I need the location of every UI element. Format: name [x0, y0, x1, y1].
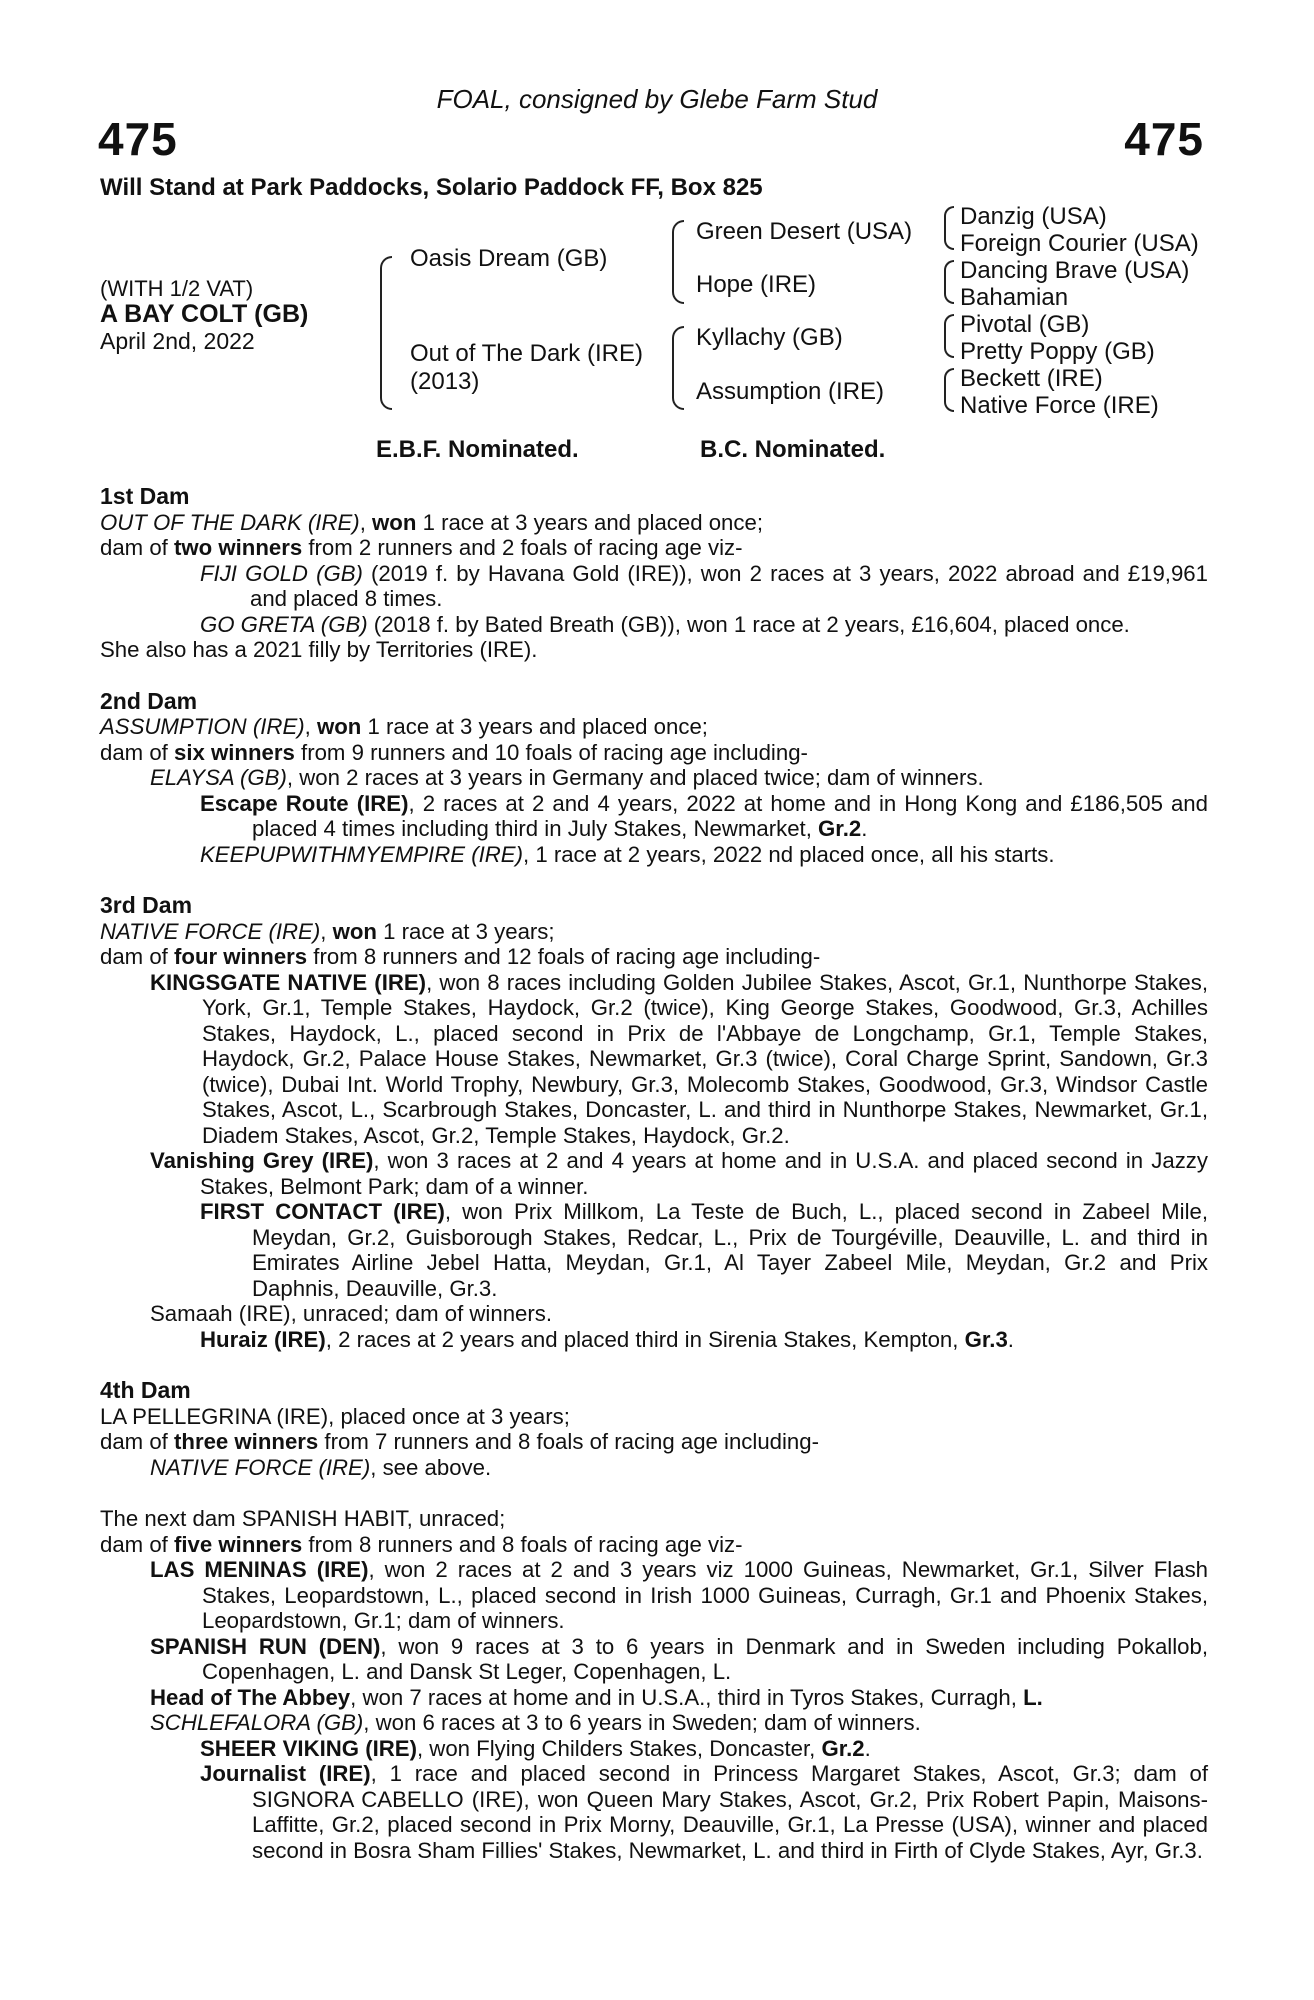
winners-count: two winners — [174, 535, 303, 560]
pedigree-brace-3d — [944, 368, 954, 412]
dam-of-label: dam of — [100, 1429, 174, 1454]
runners-text: from 2 runners and 2 foals of racing age viz- — [302, 535, 743, 560]
produce-text: , won 7 races at home and in U.S.A., third in Tyros Stakes, Curragh, — [350, 1684, 1024, 1710]
produce-entry — [100, 970, 1208, 1149]
dam-of-label: dam of — [100, 739, 174, 765]
produce-entry — [100, 561, 1208, 612]
pedigree-dam-sire: Kyllachy (GB) — [696, 324, 843, 351]
produce-entry — [100, 1199, 1208, 1301]
horse-name: A BAY COLT (GB) — [100, 300, 309, 328]
punctuation: . — [861, 816, 868, 841]
runners-text: from 8 runners and 8 foals of racing age viz- — [302, 1531, 743, 1557]
second-dam-heading: 2nd Dam — [100, 687, 198, 714]
third-dam-heading: 3rd Dam — [100, 892, 193, 918]
produce-name: LAS MENINAS (IRE) — [150, 1557, 369, 1582]
fourth-dam-produce — [100, 1429, 1208, 1455]
pedigree-brace-3b — [944, 260, 954, 304]
produce-entry — [100, 1327, 1208, 1353]
dam-of-label: dam of — [100, 944, 174, 969]
dam-of-label: dam of — [100, 535, 174, 560]
pedigree-gen3-1: Danzig (USA) — [960, 203, 1107, 230]
produce-text: (2018 f. by Bated Breath (GB)), won 1 race at 2 years, £16,604, placed once. — [367, 611, 1130, 637]
also-has-note: She also has a 2021 filly by Territories (IRE). — [100, 637, 538, 662]
pedigree-sire-sire: Green Desert (USA) — [696, 218, 913, 245]
second-dam-produce — [100, 740, 1208, 766]
pedigree-brace-3c — [944, 314, 954, 358]
next-dam-record: The next dam SPANISH HABIT, unraced; — [100, 1506, 506, 1531]
pedigree-sire-dam: Hope (IRE) — [696, 271, 817, 298]
produce-entry — [100, 791, 1208, 842]
pedigree-gen3-3: Dancing Brave (USA) — [960, 257, 1190, 284]
runners-text: from 8 runners and 12 foals of racing age including- — [307, 944, 821, 969]
pedigree-brace-1 — [380, 256, 392, 410]
stand-location: Will Stand at Park Paddocks, Solario Paddock FF, Box 825 — [100, 174, 763, 201]
third-dam-produce — [100, 944, 1208, 970]
produce-entry — [100, 1685, 1208, 1711]
produce-entry — [100, 1761, 1208, 1863]
produce-entry — [100, 842, 1208, 868]
produce-entry — [100, 1148, 1208, 1199]
grade-label: Gr.2 — [821, 1735, 865, 1761]
consignment-line: FOAL, consigned by Glebe Farm Stud — [436, 84, 878, 114]
produce-name: ELAYSA (GB) — [150, 765, 287, 790]
winners-count: six winners — [174, 739, 295, 765]
won-label: won — [316, 714, 362, 739]
runners-text: from 7 runners and 8 foals of racing age including- — [318, 1429, 820, 1454]
fourth-dam-record: LA PELLEGRINA (IRE), placed once at 3 years; — [100, 1403, 570, 1429]
first-dam-record-text: 1 race at 3 years and placed once; — [416, 509, 763, 535]
first-dam-name: OUT OF THE DARK (IRE) — [100, 509, 360, 535]
winners-count: five winners — [174, 1531, 303, 1557]
grade-label: Gr.3 — [964, 1326, 1008, 1352]
third-dam-name: NATIVE FORCE (IRE) — [100, 918, 321, 944]
produce-name: FIJI GOLD (GB) — [200, 560, 363, 586]
pedigree-brace-sire — [672, 220, 684, 304]
produce-entry — [100, 765, 1208, 791]
produce-text: , 1 race and placed second in Princess Margaret Stakes, Ascot, Gr.3; dam of SIGNORA CABELLO (IRE), won Queen Mary Stakes, Ascot, Gr.2, Prix Robert Papin, Maisons-Laffitte, Gr.2, placed second in Prix Morny, Deauville, Gr.1, La Presse (USA), winner and placed second in Bosra Sham Fillies' Stakes, Newmarket, L. and third in Firth of Clyde Stakes, Ayr, Gr.3. — [252, 1761, 1208, 1863]
produce-name: Vanishing Grey (IRE) — [150, 1148, 374, 1173]
third-dam-record-text: 1 race at 3 years; — [376, 918, 555, 944]
grade-label: Gr.2 — [818, 816, 862, 841]
produce-entry — [100, 612, 1208, 638]
punctuation: . — [1007, 1326, 1014, 1352]
produce-text: , won 8 races including Golden Jubilee Stakes, Ascot, Gr.1, Nunthorpe Stakes, York, Gr.1, Temple Stakes, Haydock, Gr.2 (twice), King George Stakes, Goodwood, Gr.3, Achilles Stakes, Haydock, L., placed second in Prix de l'Abbaye de Longchamp, Gr.1, Temple Stakes, Haydock, Gr.2, Palace House Stakes, Newmarket, Gr.3 (twice), Coral Charge Sprint, Sandown, Gr.3 (twice), Dubai Int. World Trophy, Newbury, Gr.3, Molecomb Stakes, Goodwood, Gr.3, Windsor Castle Stakes, Ascot, L., Scarbrough Stakes, Doncaster, L. and third in Nunthorpe Stakes, Newmarket, Gr.1, Diadem Stakes, Ascot, Gr.2, Temple Stakes, Haydock, Gr.2. — [202, 969, 1208, 1148]
produce-text: , 2 races at 2 and 4 years, 2022 at home and in Hong Kong and £186,505 and placed 4 times including third in July Stakes, Newmarket, — [252, 790, 1208, 841]
first-dam-record: OUT OF THE DARK (IRE), won 1 race at 3 years and placed once; — [100, 509, 763, 535]
produce-entry — [100, 1736, 1208, 1762]
produce-text: , won 3 races at 2 and 4 years at home and in U.S.A. and placed second in Jazzy Stakes, Belmont Park; dam of a winner. — [200, 1148, 1208, 1199]
produce-entry — [100, 1710, 1208, 1736]
runners-text: from 9 runners and 10 foals of racing age including- — [294, 739, 808, 765]
produce-name: SPANISH RUN (DEN) — [150, 1633, 381, 1659]
produce-name: Journalist (IRE) — [200, 1761, 371, 1786]
second-dam-record: ASSUMPTION (IRE), won 1 race at 3 years and placed once; — [100, 714, 708, 739]
produce-text: , won 2 races at 2 and 3 years viz 1000 Guineas, Newmarket, Gr.1, Silver Flash Stakes, Leopardstown, L., placed second in Irish 1000 Guineas, Curragh, Gr.1 and Phoenix Stakes, Leopardstown, Gr.1; dam of winners. — [202, 1557, 1209, 1633]
pedigree-gen3-5: Pivotal (GB) — [960, 311, 1090, 338]
produce-name: GO GRETA (GB) — [200, 611, 368, 637]
second-dam-name: ASSUMPTION (IRE) — [100, 714, 305, 739]
dam-of-label: dam of — [100, 1531, 174, 1557]
produce-text: (2019 f. by Havana Gold (IRE)), won 2 races at 3 years, 2022 abroad and £19,961 and placed 8 times. — [250, 560, 1208, 611]
vat-note: (WITH 1/2 VAT) — [100, 276, 254, 301]
produce-entry — [100, 1455, 1208, 1481]
produce-text: , won Flying Childers Stakes, Doncaster, — [416, 1735, 822, 1761]
third-dam-record: NATIVE FORCE (IRE), won 1 race at 3 years; — [100, 918, 555, 944]
second-dam-record-text: 1 race at 3 years and placed once; — [361, 714, 708, 739]
first-dam-produce — [100, 535, 1208, 561]
produce-name: KEEPUPWITHMYEMPIRE (IRE) — [200, 841, 523, 867]
pedigree-dam-year: (2013) — [410, 368, 480, 395]
produce-name: Huraiz (IRE) — [200, 1326, 326, 1352]
winners-count: three winners — [174, 1429, 319, 1454]
produce-text: , won 6 races at 3 to 6 years in Sweden; dam of winners. — [363, 1710, 921, 1735]
pedigree-dam-dam: Assumption (IRE) — [696, 378, 885, 405]
pedigree-sire: Oasis Dream (GB) — [410, 245, 608, 272]
produce-name: SHEER VIKING (IRE) — [200, 1735, 417, 1761]
produce-entry — [100, 1557, 1208, 1634]
pedigree-dam: Out of The Dark (IRE) — [410, 340, 643, 367]
bc-nomination: B.C. Nominated. — [700, 436, 886, 463]
pedigree-gen3-4: Bahamian — [960, 284, 1069, 311]
produce-name: Head of The Abbey — [150, 1684, 351, 1710]
next-dam-produce — [100, 1532, 1208, 1558]
produce-name: FIRST CONTACT (IRE) — [200, 1199, 445, 1224]
pedigree-gen3-2: Foreign Courier (USA) — [960, 230, 1199, 257]
produce-text: , won Prix Millkom, La Teste de Buch, L., placed second in Zabeel Mile, Meydan, Gr.2, Guisborough Stakes, Redcar, L., Prix de Tourgéville, Deauville, L. and third in Emirates Airline Jebel Hatta, Meydan, Gr.1, Al Tayer Zabeel Mile, Meydan, Gr.2 and Prix Daphnis, Deauville, Gr.3. — [252, 1199, 1208, 1301]
produce-record — [100, 484, 1208, 1863]
produce-text: , 1 race at 2 years, 2022 nd placed once, all his starts. — [522, 841, 1055, 867]
produce-text: , won 9 races at 3 to 6 years in Denmark and in Sweden including Pokallob, Copenhagen, L. and Dansk St Leger, Copenhagen, L. — [202, 1633, 1208, 1684]
produce-text: , 2 races at 2 years and placed third in Sirenia Stakes, Kempton, — [325, 1326, 965, 1352]
first-dam-heading: 1st Dam — [100, 483, 190, 509]
pedigree-gen3-8: Native Force (IRE) — [960, 392, 1159, 419]
pedigree-gen3-6: Pretty Poppy (GB) — [960, 338, 1155, 365]
pedigree-brace-dam — [672, 326, 684, 410]
produce-text: , won 2 races at 3 years in Germany and placed twice; dam of winners. — [286, 765, 984, 790]
horse-dob: April 2nd, 2022 — [100, 328, 255, 354]
pedigree-gen3-7: Beckett (IRE) — [960, 365, 1103, 392]
produce-name: NATIVE FORCE (IRE) — [150, 1454, 371, 1480]
won-label: won — [332, 918, 377, 944]
lot-number-left: 475 — [98, 113, 178, 165]
produce-text: , see above. — [370, 1454, 492, 1480]
punctuation: . — [864, 1735, 871, 1761]
lot-number-right: 475 — [1124, 113, 1204, 165]
produce-entry — [100, 1634, 1208, 1685]
produce-name: SCHLEFALORA (GB) — [150, 1710, 364, 1735]
produce-name: Escape Route (IRE) — [200, 790, 409, 816]
produce-name: KINGSGATE NATIVE (IRE) — [150, 969, 427, 995]
grade-label: L. — [1023, 1684, 1043, 1710]
won-label: won — [372, 509, 417, 535]
fourth-dam-heading: 4th Dam — [100, 1377, 191, 1403]
winners-count: four winners — [174, 944, 308, 969]
produce-entry: Samaah (IRE), unraced; dam of winners. — [150, 1301, 553, 1326]
pedigree-brace-3a — [944, 206, 954, 250]
ebf-nomination: E.B.F. Nominated. — [376, 436, 579, 463]
